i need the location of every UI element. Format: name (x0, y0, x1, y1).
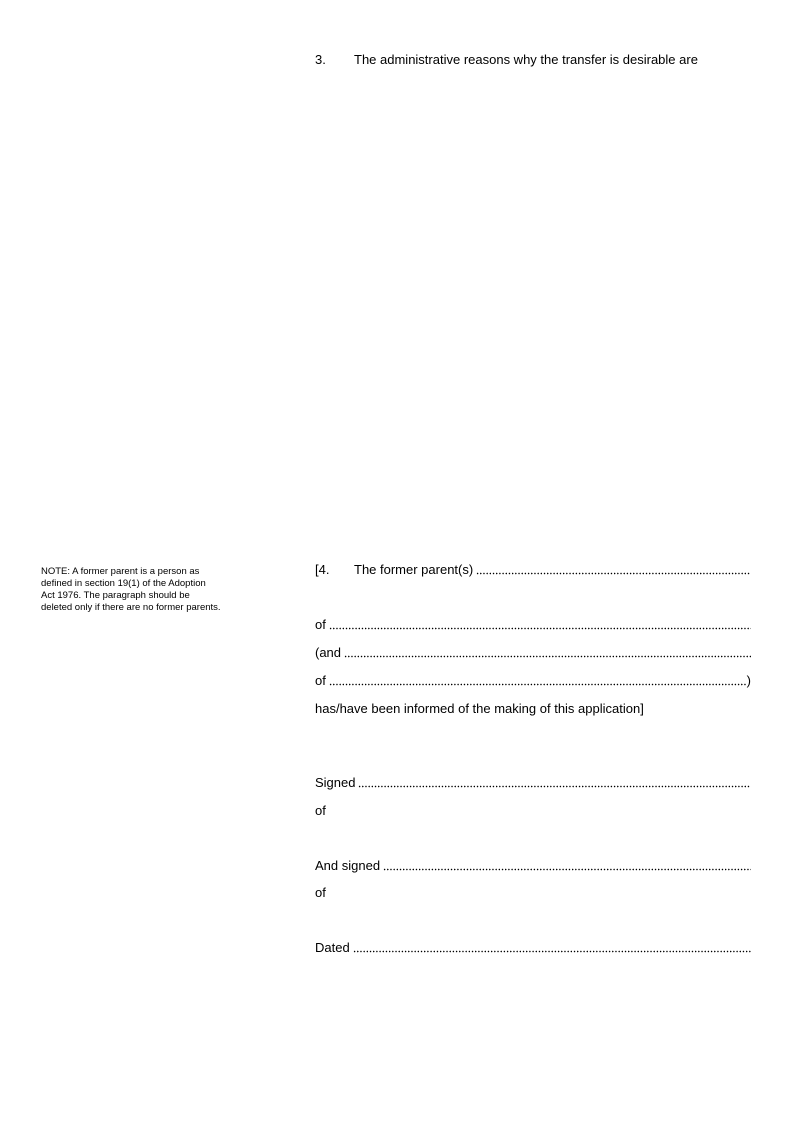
former-parents-label: The former parent(s) (354, 562, 474, 577)
dotted-line (329, 683, 746, 686)
former-parent-address-field[interactable] (315, 617, 751, 633)
signed-label: Signed (315, 775, 356, 790)
paragraph-3-number: 3. (315, 52, 326, 67)
former-parents-field[interactable] (315, 562, 751, 578)
signed-of-label: of (315, 803, 326, 818)
dotted-line (353, 950, 751, 953)
paragraph-4-label (315, 562, 473, 578)
and-signed-label: And signed (315, 858, 381, 873)
paragraph-3-text: The administrative reasons why the transfer is desirable are (354, 52, 698, 67)
and-signed-of-label: of (315, 885, 326, 900)
dotted-line (329, 627, 751, 630)
former-parent-note: NOTE: A former parent is a person as defined in section 19(1) of the Adoption Act 1976. The paragraph should be deleted only if there are no former parents. (41, 566, 221, 613)
second-former-parent-field[interactable] (315, 645, 751, 661)
informed-statement: has/have been informed of the making of this application] (315, 701, 644, 716)
and-signed-field[interactable] (315, 858, 751, 874)
of-label-2: of (315, 673, 326, 688)
and-label: (and (315, 645, 342, 660)
signed-field[interactable] (315, 775, 751, 791)
dotted-line (358, 785, 751, 788)
second-former-parent-address-field[interactable] (315, 673, 751, 689)
of-label: of (315, 617, 326, 632)
closing-paren: ) (746, 673, 751, 688)
dotted-line (344, 655, 751, 658)
paragraph-3 (315, 52, 698, 68)
dated-label: Dated (315, 940, 350, 955)
dated-field[interactable] (315, 940, 751, 956)
dotted-line (476, 572, 751, 575)
dotted-line (383, 868, 751, 871)
paragraph-4-number: [4. (315, 562, 330, 577)
